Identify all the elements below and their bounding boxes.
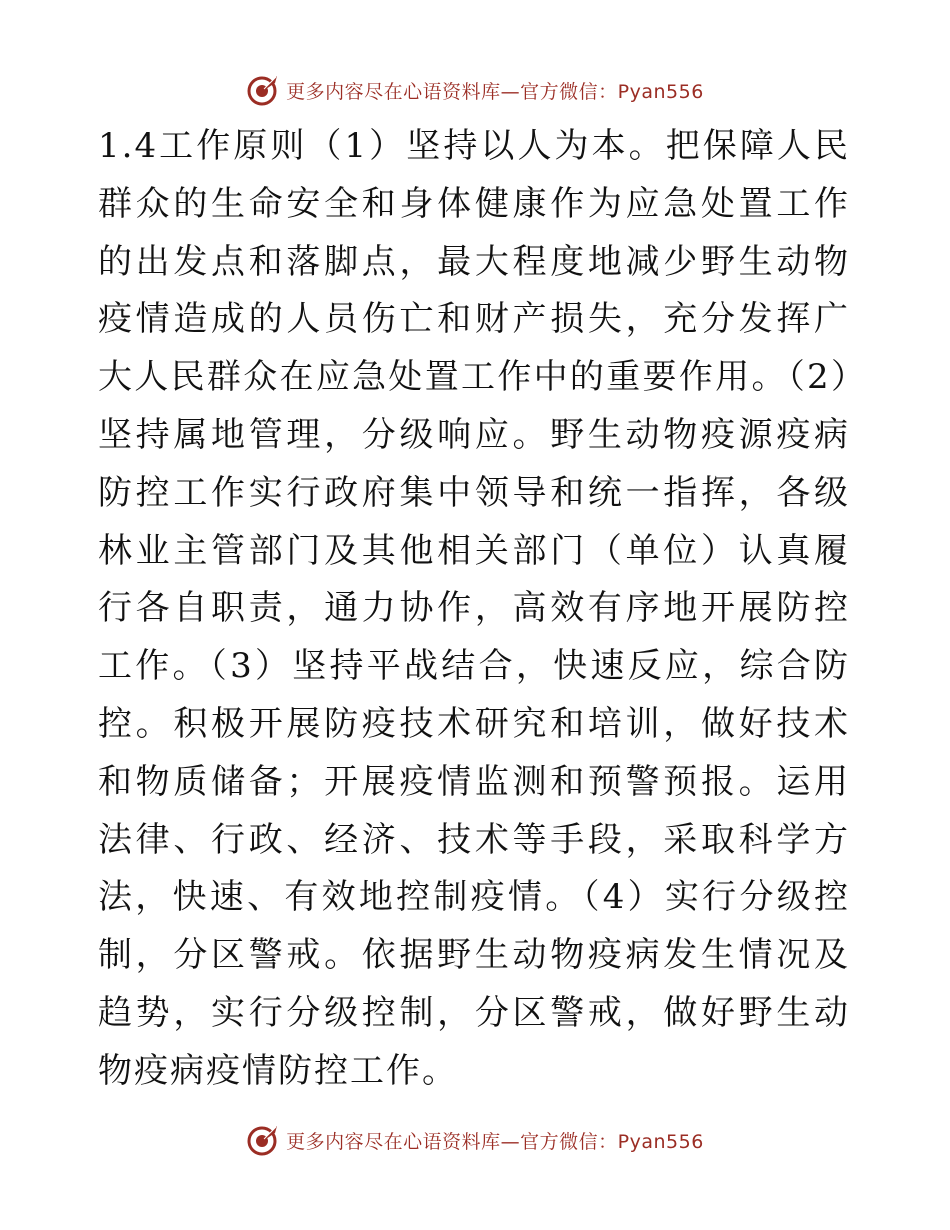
header-banner bbox=[0, 70, 950, 110]
footer-banner-text: 更多内容尽在心语资料库—官方微信：Pyan556 bbox=[286, 1130, 704, 1153]
footer-banner bbox=[0, 1120, 950, 1160]
header-banner-text: 更多内容尽在心语资料库—官方微信：Pyan556 bbox=[286, 80, 704, 103]
document-paragraph: 1.4工作原则（1）坚持以人为本。把保障人民群众的生命安全和身体健康作为应急处置工作的出发点和落脚点，最大程度地减少野生动物疫情造成的人员伤亡和财产损失，充分发挥广大人民群众在应急处置工作中的重要作用。（2）坚持属地管理，分级响应。野生动物疫源疫病防控工作实行政府集中领导和统一指挥，各级林业主管部门及其他相关部门（单位）认真履行各自职责，通力协作，高效有序地开展防控工作。（3）坚持平战结合，快速反应，综合防控。积极开展防疫技术研究和培训，做好技术和物质储备；开展疫情监测和预警预报。运用法律、行政、经济、技术等手段，采取科学方法，快速、有效地控制疫情。（4）实行分级控制，分区警戒。依据野生动物疫病发生情况及趋势，实行分级控制，分区警戒，做好野生动物疫病疫情防控工作。 bbox=[98, 126, 850, 1091]
quill-circle-icon bbox=[246, 1123, 280, 1157]
quill-circle-icon bbox=[246, 73, 280, 107]
